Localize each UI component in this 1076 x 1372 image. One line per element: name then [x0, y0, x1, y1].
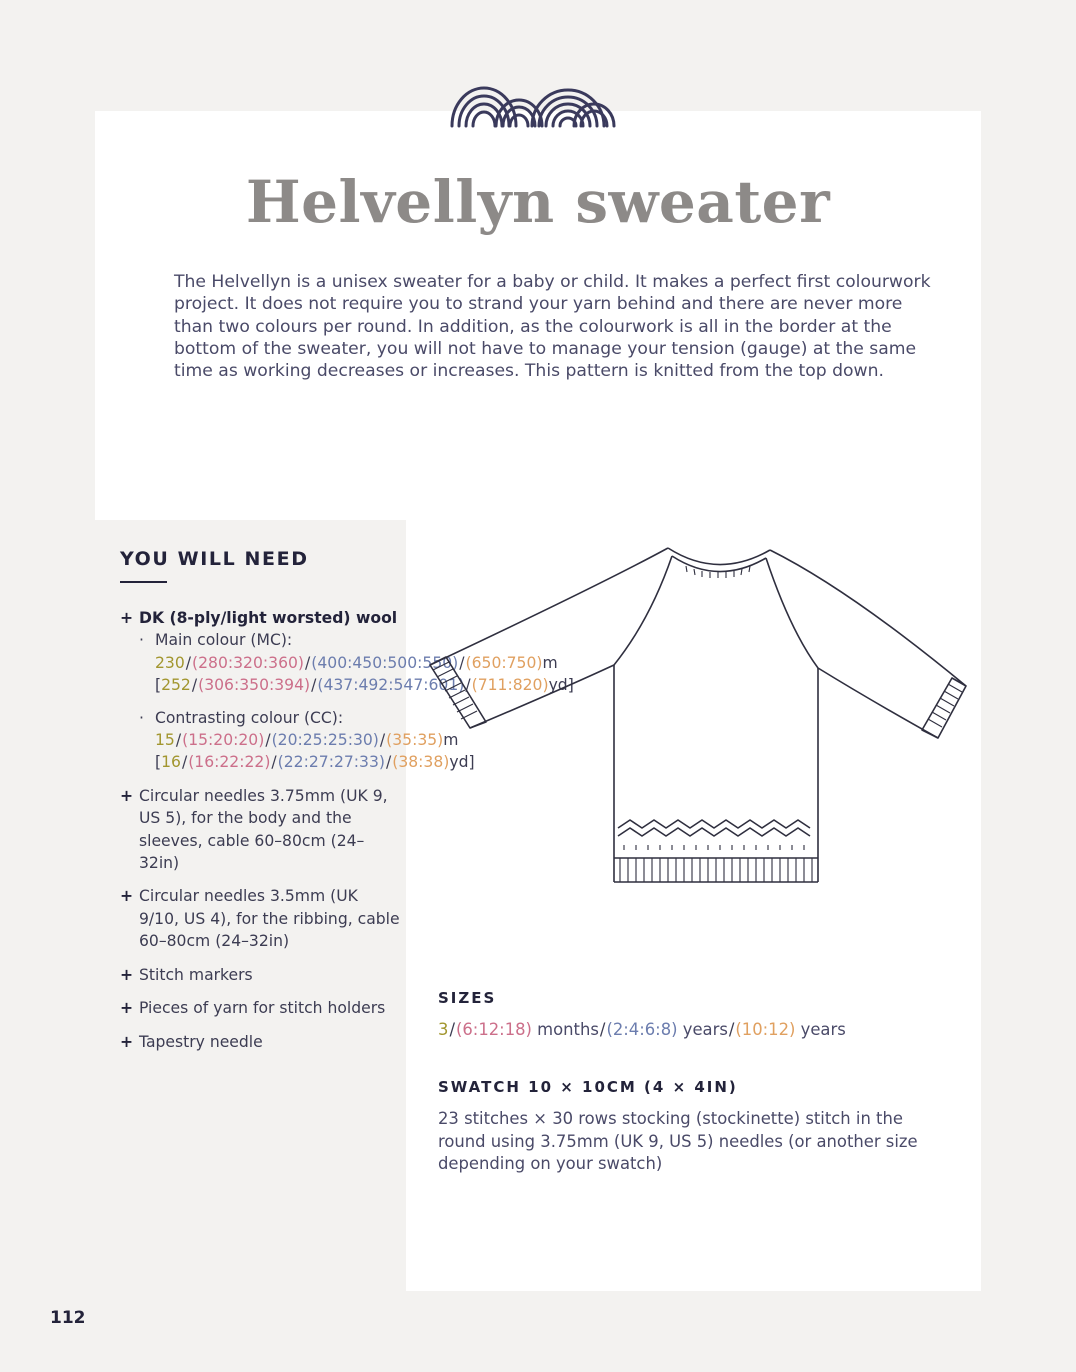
unit-label: months	[537, 1020, 599, 1039]
size-value: 15	[155, 731, 175, 750]
size-value: 230	[155, 653, 185, 672]
page-number: 112	[50, 1308, 86, 1328]
bracket: ]	[567, 676, 574, 695]
contrast-colour-yards	[155, 751, 475, 773]
unit-label: yd	[449, 753, 469, 772]
wool-title: DK (8-ply/light worsted) wool	[139, 609, 398, 627]
size-value: (711:820)	[471, 676, 549, 695]
plus-icon: +	[120, 786, 134, 805]
bracket: [	[155, 676, 162, 695]
size-value: (38:38)	[392, 753, 450, 772]
slash-separator: /	[265, 731, 271, 750]
slash-separator: /	[449, 1020, 455, 1039]
contrast-colour-metres	[155, 729, 459, 751]
sizes-heading: SIZES	[438, 989, 497, 1007]
size-value: (6:12:18)	[455, 1020, 532, 1039]
bracket: ]	[468, 753, 475, 772]
size-value: 3	[438, 1020, 449, 1039]
unit-label: years	[800, 1020, 846, 1039]
slash-separator: /	[459, 653, 465, 672]
slash-separator: /	[728, 1020, 735, 1039]
plus-icon: +	[120, 887, 134, 906]
main-colour-yards	[155, 674, 574, 696]
list-item-text: Circular needles 3.5mm (UK 9/10, US 4), for the ribbing, cable 60–80cm (24–32in)	[139, 887, 400, 951]
bullet-dot-icon: ·	[139, 708, 144, 727]
slash-separator: /	[385, 753, 392, 772]
plus-icon: +	[120, 965, 134, 984]
plus-icon: +	[120, 609, 134, 627]
list-item-text: Circular needles 3.75mm (UK 9, US 5), for the body and the sleeves, cable 60–80cm (24–32in)	[139, 786, 388, 873]
contrast-colour-block	[139, 707, 475, 774]
contrast-colour-label: Contrasting colour (CC):	[155, 708, 344, 727]
main-colour-metres	[155, 652, 558, 674]
size-value: (22:27:27:33)	[277, 753, 385, 772]
slash-separator: /	[465, 676, 471, 695]
plus-icon: +	[120, 999, 134, 1018]
size-value: (2:4:6:8)	[606, 1020, 678, 1039]
size-value: 16	[161, 753, 181, 772]
size-value: (280:320:360)	[192, 653, 304, 672]
slash-separator: /	[305, 653, 311, 672]
size-value: (400:450:500:550)	[311, 653, 459, 672]
bracket: [	[155, 753, 162, 772]
main-colour-block	[139, 629, 574, 696]
list-item	[120, 885, 402, 952]
sweater-illustration	[420, 534, 980, 894]
page-title: Helvellyn sweater	[245, 168, 831, 236]
slash-separator: /	[185, 653, 192, 672]
size-value: 252	[161, 676, 191, 695]
size-value: (20:25:25:30)	[271, 731, 379, 750]
intro-paragraph: The Helvellyn is a unisex sweater for a baby or child. It makes a perfect first colourwork project. It does not require you to strand your yarn behind and there are never more than two colours per round. In addition, as the colourwork is all in the border at the bottom of the sweater, you will not have to manage your tension (gauge) at the same time as working decreases or increases. This pattern is knitted from the top down.	[174, 272, 931, 382]
plus-icon: +	[120, 1032, 134, 1051]
unit-label: m	[443, 731, 459, 750]
list-item-text: Pieces of yarn for stitch holders	[139, 999, 386, 1018]
rainbow-arches-icon	[446, 78, 618, 130]
slash-separator: /	[379, 731, 386, 750]
slash-separator: /	[175, 731, 182, 750]
list-item	[120, 997, 402, 1019]
swatch-heading: SWATCH 10 × 10CM (4 × 4IN)	[438, 1078, 738, 1096]
size-value: (16:22:22)	[188, 753, 271, 772]
list-item	[120, 785, 402, 875]
swatch-text: 23 stitches × 30 rows stocking (stockinette) stitch in the round using 3.75mm (UK 9, US 5) needles (or another size depending on your swatch)	[438, 1109, 918, 1174]
size-value: (10:12)	[735, 1020, 796, 1039]
unit-label: years	[682, 1020, 728, 1039]
sizes-text	[438, 1019, 938, 1042]
slash-separator: /	[181, 753, 188, 772]
list-item-text: Tapestry needle	[139, 1032, 263, 1051]
size-value: (15:20:20)	[182, 731, 265, 750]
list-item-text: Stitch markers	[139, 965, 253, 984]
list-item-wool	[120, 607, 574, 774]
main-colour-label: Main colour (MC):	[155, 631, 293, 650]
size-value: (35:35)	[386, 731, 444, 750]
you-will-need-heading: YOU WILL NEED	[120, 548, 309, 570]
list-item	[120, 1031, 402, 1053]
size-value: (650:750)	[465, 653, 543, 672]
size-value: (437:492:547:601)	[317, 676, 465, 695]
list-item	[120, 964, 402, 986]
size-value: (306:350:394)	[198, 676, 311, 695]
slash-separator: /	[311, 676, 317, 695]
unit-label: m	[542, 653, 558, 672]
heading-underline	[120, 581, 167, 583]
bullet-dot-icon: ·	[139, 631, 144, 650]
unit-label: yd	[548, 676, 568, 695]
slash-separator: /	[599, 1020, 606, 1039]
slash-separator: /	[191, 676, 198, 695]
slash-separator: /	[271, 753, 277, 772]
